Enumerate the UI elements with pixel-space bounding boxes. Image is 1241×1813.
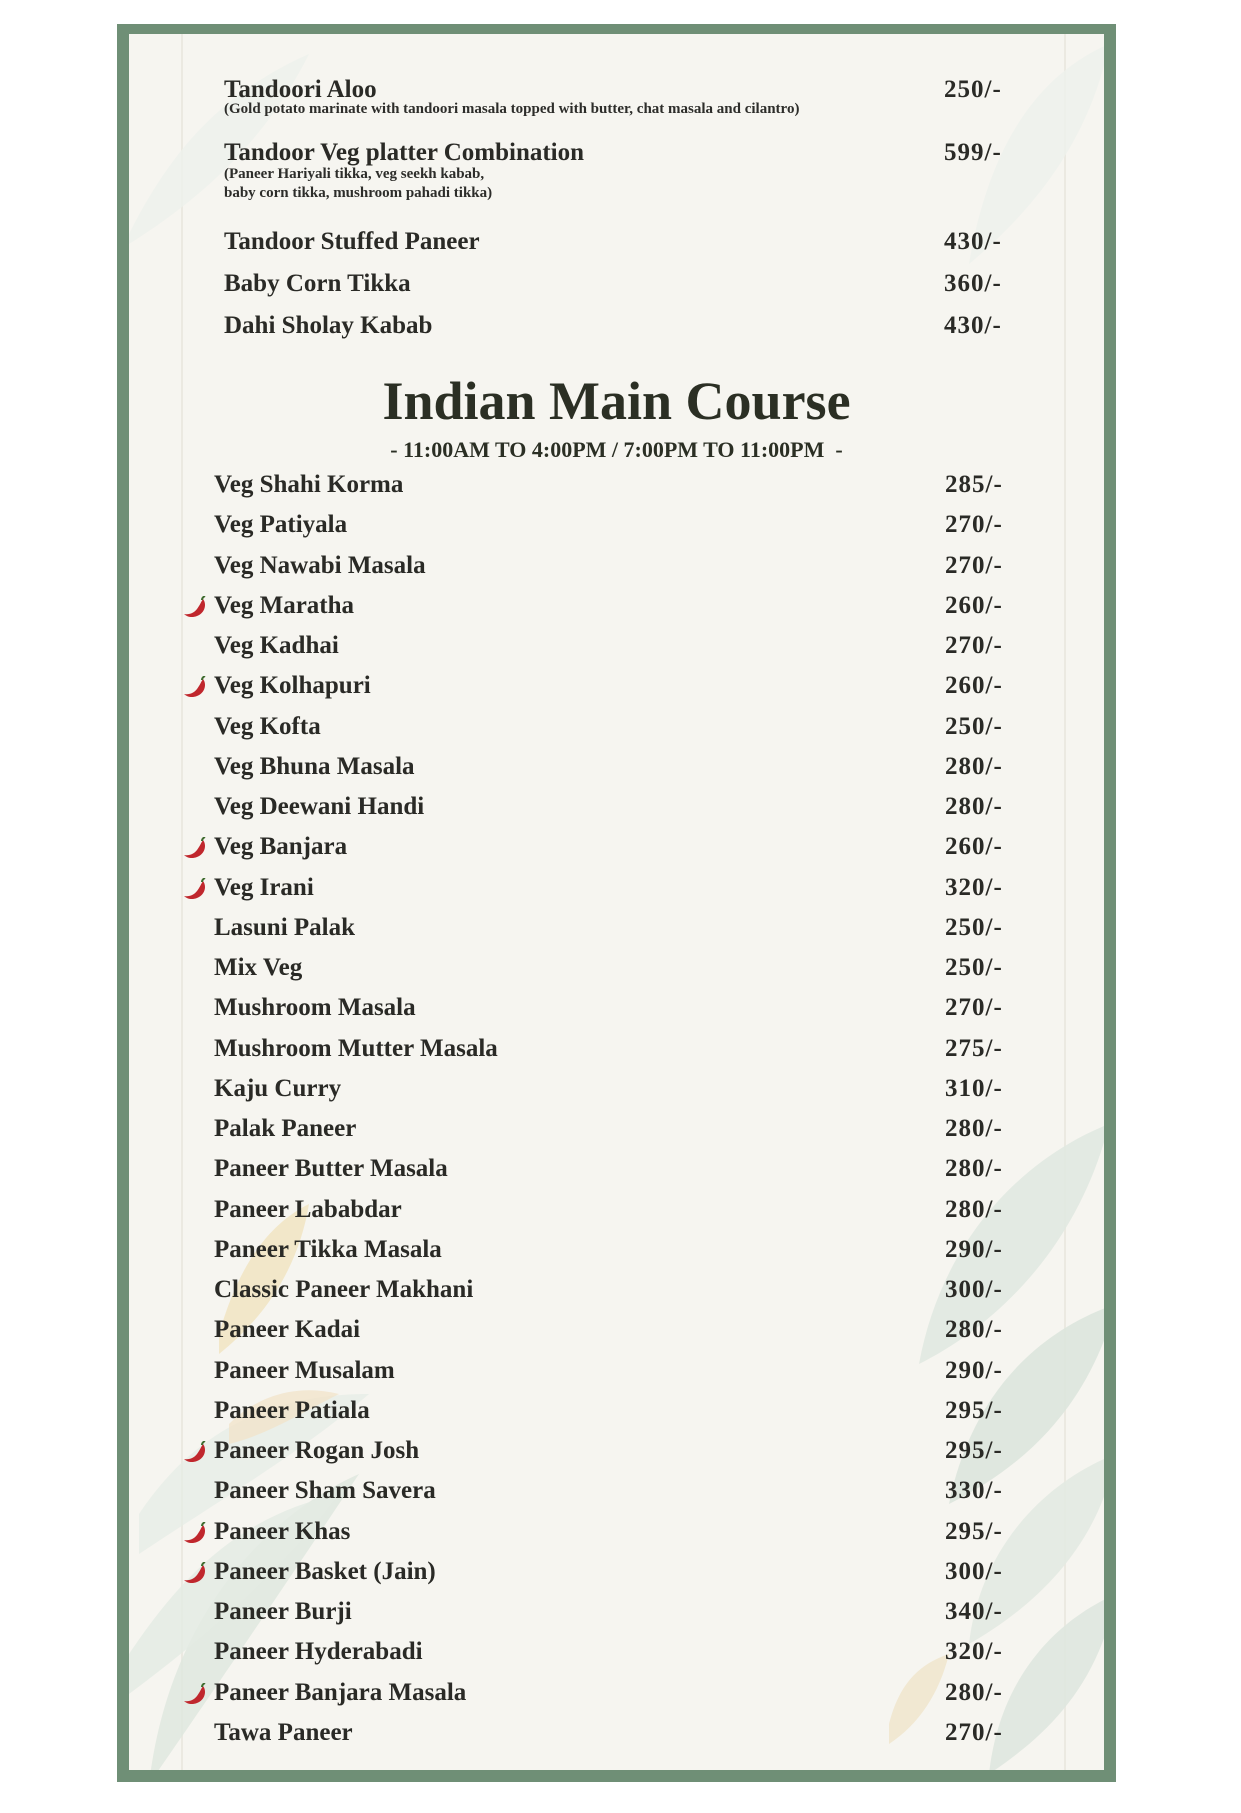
menu-frame	[117, 24, 1116, 1782]
item-price: 260/-	[945, 591, 1003, 619]
item-name: Tandoor Stuffed Paneer	[224, 228, 480, 255]
item-name: Veg Banjara	[214, 833, 348, 861]
item-price: 250/-	[944, 76, 1002, 103]
item-price: 280/-	[945, 1115, 1003, 1142]
item-name: Paneer Basket (Jain)	[214, 1557, 436, 1585]
item-name: Veg Irani	[214, 873, 314, 901]
item-name: Veg Deewani Handi	[214, 793, 425, 820]
item-price: 260/-	[945, 833, 1003, 861]
item-name: Mix Veg	[214, 954, 303, 981]
item-price: 300/-	[945, 1276, 1003, 1303]
item-price: 599/-	[944, 139, 1002, 166]
item-name: Paneer Musalam	[214, 1356, 395, 1384]
item-price: 290/-	[945, 1356, 1003, 1384]
item-name: Tandoor Veg platter Combination	[224, 139, 585, 166]
chili-pepper-icon	[183, 878, 209, 902]
item-name: Veg Maratha	[214, 591, 355, 619]
item-name: Veg Bhuna Masala	[214, 752, 415, 780]
chili-pepper-icon	[183, 837, 209, 861]
item-price: 250/-	[945, 712, 1003, 740]
item-price: 285/-	[945, 471, 1003, 498]
chili-pepper-icon	[183, 596, 209, 620]
item-price: 250/-	[945, 954, 1003, 981]
menu-content	[129, 34, 1104, 1770]
item-name: Paneer Banjara Masala	[214, 1678, 467, 1706]
item-price: 275/-	[945, 1034, 1003, 1062]
item-description: (Paneer Hariyali tikka, veg seekh kabab, baby corn tikka, mushroom pahadi tikka)	[224, 166, 493, 201]
item-price: 295/-	[945, 1517, 1003, 1545]
chili-pepper-icon	[183, 1522, 209, 1546]
chili-pepper-icon	[183, 676, 209, 700]
section-title: Indian Main Course	[382, 371, 851, 431]
item-name: Paneer Hyderabadi	[214, 1638, 423, 1666]
item-name: Classic Paneer Makhani	[214, 1276, 474, 1303]
item-price: 280/-	[945, 793, 1003, 820]
chili-pepper-icon	[183, 1683, 209, 1707]
item-price: 270/-	[945, 511, 1003, 539]
item-price: 430/-	[944, 312, 1002, 339]
item-price: 270/-	[945, 551, 1003, 579]
item-price: 310/-	[945, 1074, 1003, 1102]
item-name: Paneer Khas	[214, 1517, 351, 1545]
item-name: Veg Nawabi Masala	[214, 551, 426, 579]
item-name: Tandoori Aloo	[224, 76, 377, 103]
item-price: 360/-	[944, 270, 1002, 297]
chili-pepper-icon	[183, 1441, 209, 1465]
item-name: Paneer Kadai	[214, 1316, 361, 1344]
item-price: 320/-	[945, 873, 1003, 901]
item-price: 295/-	[945, 1437, 1003, 1464]
item-name: Mushroom Masala	[214, 994, 416, 1022]
item-price: 260/-	[945, 672, 1003, 700]
item-name: Paneer Rogan Josh	[214, 1437, 420, 1464]
item-name: Baby Corn Tikka	[224, 270, 411, 297]
item-price: 280/-	[945, 1155, 1003, 1183]
section-hours: - 11:00AM TO 4:00PM / 7:00PM TO 11:00PM -	[390, 437, 843, 462]
item-price: 330/-	[945, 1477, 1003, 1505]
item-name: Paneer Lababdar	[214, 1195, 402, 1223]
chili-pepper-icon	[183, 1562, 209, 1586]
item-name: Paneer Butter Masala	[214, 1155, 448, 1183]
item-description: (Gold potato marinate with tandoori masala topped with butter, chat masala and cilantro)	[224, 101, 800, 117]
item-price: 280/-	[945, 1316, 1003, 1344]
item-name: Palak Paneer	[214, 1115, 357, 1142]
item-name: Mushroom Mutter Masala	[214, 1034, 498, 1062]
item-name: Kaju Curry	[214, 1074, 342, 1102]
item-price: 300/-	[945, 1557, 1003, 1585]
item-name: Lasuni Palak	[214, 913, 356, 941]
item-price: 430/-	[944, 228, 1002, 255]
item-price: 280/-	[945, 1678, 1003, 1706]
item-price: 340/-	[945, 1598, 1003, 1625]
menu-page	[129, 34, 1104, 1770]
item-price: 280/-	[945, 752, 1003, 780]
item-name: Veg Kadhai	[214, 632, 339, 659]
item-price: 295/-	[945, 1396, 1003, 1424]
item-name: Veg Kofta	[214, 712, 321, 740]
item-price: 290/-	[945, 1235, 1003, 1263]
item-name: Tawa Paneer	[214, 1718, 353, 1746]
item-name: Dahi Sholay Kabab	[224, 312, 433, 339]
item-name: Paneer Sham Savera	[214, 1477, 436, 1505]
item-name: Veg Shahi Korma	[214, 471, 404, 498]
item-price: 250/-	[945, 913, 1003, 941]
item-name: Paneer Burji	[214, 1598, 352, 1625]
item-price: 270/-	[945, 632, 1003, 659]
item-name: Veg Patiyala	[214, 511, 348, 539]
item-price: 270/-	[945, 994, 1003, 1022]
item-name: Paneer Patiala	[214, 1396, 370, 1424]
item-name: Paneer Tikka Masala	[214, 1235, 442, 1263]
item-price: 280/-	[945, 1195, 1003, 1223]
item-price: 320/-	[945, 1638, 1003, 1666]
item-price: 270/-	[945, 1718, 1003, 1746]
item-name: Veg Kolhapuri	[214, 672, 371, 700]
